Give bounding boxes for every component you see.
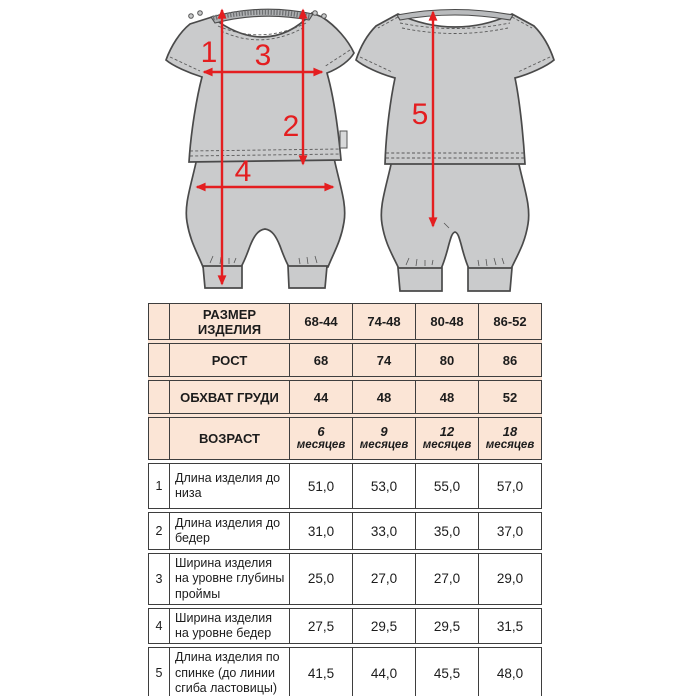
- age-number: 6: [317, 423, 325, 439]
- age-value: [290, 417, 353, 460]
- table-row: [148, 608, 542, 645]
- header-row-age: [148, 417, 542, 460]
- measure-label-5: 5: [411, 98, 429, 131]
- header-row-chest: [148, 380, 542, 414]
- age-number: 18: [502, 423, 518, 439]
- table-row: [148, 553, 542, 605]
- age-number: 12: [439, 423, 455, 439]
- measure-value: 53,0: [353, 463, 416, 509]
- age-unit: месяцев: [296, 439, 346, 452]
- table-row: [148, 647, 542, 696]
- measure-value: 45,5: [416, 647, 479, 696]
- front-tee: [166, 13, 354, 162]
- back-collar-band: [397, 10, 513, 21]
- height-value: 86: [479, 343, 542, 377]
- back-right-cuff: [468, 268, 512, 291]
- height-value: 80: [416, 343, 479, 377]
- size-value: 86-52: [479, 303, 542, 340]
- header-label: ОБХВАТ ГРУДИ: [170, 380, 290, 414]
- chest-value: 48: [416, 380, 479, 414]
- side-tag: [340, 131, 347, 148]
- row-label: Длина изделия до низа: [170, 463, 290, 509]
- size-value: 80-48: [416, 303, 479, 340]
- measure-label-1: 1: [200, 36, 218, 69]
- row-number: 4: [148, 608, 170, 645]
- header-row-height: [148, 343, 542, 377]
- chest-value: 44: [290, 380, 353, 414]
- age-unit: месяцев: [422, 439, 472, 452]
- measure-value: 27,0: [416, 553, 479, 605]
- row-label: Длина изделия до бедер: [170, 512, 290, 550]
- measure-value: 31,5: [479, 608, 542, 645]
- size-value: 74-48: [353, 303, 416, 340]
- measure-value: 51,0: [290, 463, 353, 509]
- corner-cell: [148, 343, 170, 377]
- header-label: РАЗМЕР ИЗДЕЛИЯ: [170, 303, 290, 340]
- size-value: 68-44: [290, 303, 353, 340]
- row-label: Ширина изделия на уровне глубины проймы: [170, 553, 290, 605]
- measure-value: 29,5: [353, 608, 416, 645]
- back-tee: [356, 14, 554, 164]
- back-left-cuff: [398, 268, 442, 291]
- garment-diagram: [0, 0, 695, 300]
- measure-value: 29,5: [416, 608, 479, 645]
- row-label: Длина изделия по спинке (до линии сгиба ластовицы): [170, 647, 290, 696]
- measure-value: 27,5: [290, 608, 353, 645]
- row-number: 2: [148, 512, 170, 550]
- height-value: 74: [353, 343, 416, 377]
- chest-value: 48: [353, 380, 416, 414]
- measure-value: 41,5: [290, 647, 353, 696]
- age-value: [416, 417, 479, 460]
- row-number: 3: [148, 553, 170, 605]
- measure-value: 29,0: [479, 553, 542, 605]
- size-table-body: [148, 463, 546, 696]
- table-row: [148, 463, 542, 509]
- table-row: [148, 512, 542, 550]
- row-label: Ширина изделия на уровне бедер: [170, 608, 290, 645]
- age-value: [479, 417, 542, 460]
- corner-cell: [148, 303, 170, 340]
- age-unit: месяцев: [485, 439, 535, 452]
- measure-value: 44,0: [353, 647, 416, 696]
- header-label: РОСТ: [170, 343, 290, 377]
- measure-label-3: 3: [254, 39, 272, 72]
- corner-cell: [148, 380, 170, 414]
- age-value: [353, 417, 416, 460]
- measure-value: 55,0: [416, 463, 479, 509]
- measure-value: 33,0: [353, 512, 416, 550]
- front-pants: [186, 158, 344, 267]
- corner-cell: [148, 417, 170, 460]
- header-row-size: [148, 303, 542, 340]
- back-pants: [381, 160, 528, 269]
- size-table-header: [148, 303, 546, 460]
- height-value: 68: [290, 343, 353, 377]
- front-right-cuff: [288, 266, 327, 288]
- row-number: 1: [148, 463, 170, 509]
- measure-value: 57,0: [479, 463, 542, 509]
- row-number: 5: [148, 647, 170, 696]
- measure-value: 31,0: [290, 512, 353, 550]
- measure-value: 48,0: [479, 647, 542, 696]
- header-label: ВОЗРАСТ: [170, 417, 290, 460]
- measure-value: 25,0: [290, 553, 353, 605]
- back-view: [356, 10, 554, 292]
- measure-value: 27,0: [353, 553, 416, 605]
- age-unit: месяцев: [359, 439, 409, 452]
- chest-value: 52: [479, 380, 542, 414]
- measure-label-4: 4: [234, 155, 252, 188]
- age-number: 9: [380, 423, 388, 439]
- size-table: [148, 303, 546, 696]
- measure-value: 35,0: [416, 512, 479, 550]
- measure-label-2: 2: [282, 110, 300, 143]
- measure-value: 37,0: [479, 512, 542, 550]
- garment-diagram-svg: [0, 0, 695, 300]
